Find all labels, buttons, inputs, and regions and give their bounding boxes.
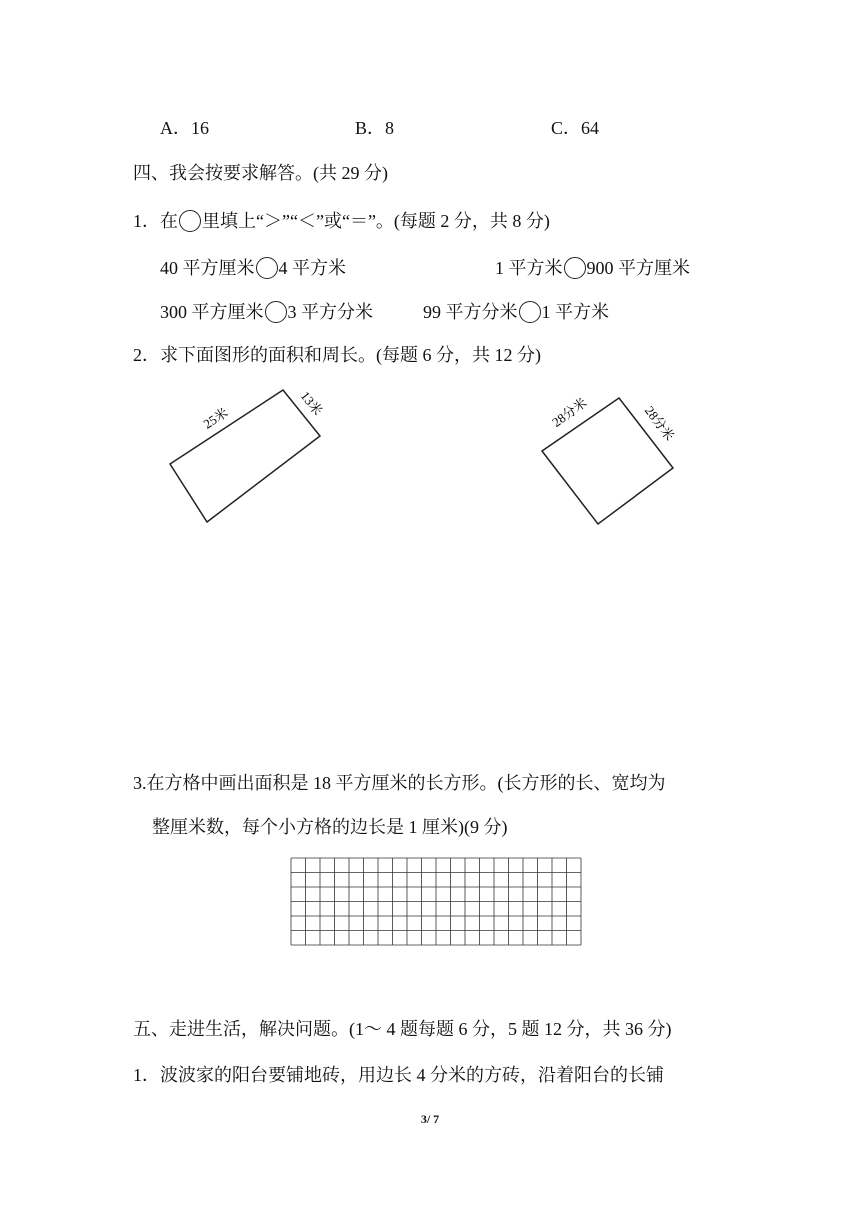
compare-left: 99 平方分米 [423, 302, 518, 322]
square-side-label-a: 28分米 [549, 394, 590, 430]
question-4-1 [133, 209, 550, 233]
rectangle-shape [170, 390, 320, 522]
compare-right: 3 平方分米 [287, 302, 373, 322]
compare-item-2 [495, 256, 690, 280]
question-5-1: 1．波波家的阳台要铺地砖，用边长 4 分米的方砖，沿着阳台的长铺 [133, 1065, 664, 1085]
question-4-1-post: 里填上“＞”“＜”或“＝”。(每题 2 分，共 8 分) [202, 211, 550, 231]
compare-item-4 [423, 300, 609, 324]
option-a: A．16 [160, 118, 209, 138]
compare-right: 4 平方米 [278, 258, 346, 278]
compare-right: 1 平方米 [541, 302, 609, 322]
compare-circle-icon[interactable] [564, 257, 586, 279]
question-4-3-line2: 整厘米数，每个小方格的边长是 1 厘米)(9 分) [152, 817, 508, 837]
section-5-heading: 五、走进生活，解决问题。(1～ 4 题每题 6 分，5 题 12 分，共 36 分) [133, 1019, 672, 1039]
compare-left: 1 平方米 [495, 258, 563, 278]
question-4-1-pre: 1．在 [133, 211, 178, 231]
square-grid[interactable] [290, 857, 582, 949]
compare-circle-icon[interactable] [519, 301, 541, 323]
compare-item-3 [160, 300, 373, 324]
compare-circle-icon[interactable] [265, 301, 287, 323]
compare-left: 300 平方厘米 [160, 302, 264, 322]
option-c: C．64 [551, 118, 600, 138]
question-4-3-line1: 3.在方格中画出面积是 18 平方厘米的长方形。(长方形的长、宽均为 [133, 773, 666, 793]
compare-item-1 [160, 256, 346, 280]
blank-circle-icon [179, 210, 201, 232]
square-figure [520, 380, 690, 540]
page-number: 3/ 7 [420, 1112, 440, 1126]
compare-right: 900 平方厘米 [586, 258, 690, 278]
section-4-heading: 四、我会按要求解答。(共 29 分) [133, 163, 388, 183]
rectangle-length-label: 25米 [200, 404, 231, 432]
compare-circle-icon[interactable] [256, 257, 278, 279]
question-4-2: 2．求下面图形的面积和周长。(每题 6 分，共 12 分) [133, 345, 541, 365]
option-b: B．8 [355, 118, 395, 138]
rectangle-width-label: 13米 [297, 388, 326, 419]
square-side-label-b: 28分米 [641, 403, 678, 444]
compare-left: 40 平方厘米 [160, 258, 255, 278]
rectangle-figure [150, 380, 340, 540]
